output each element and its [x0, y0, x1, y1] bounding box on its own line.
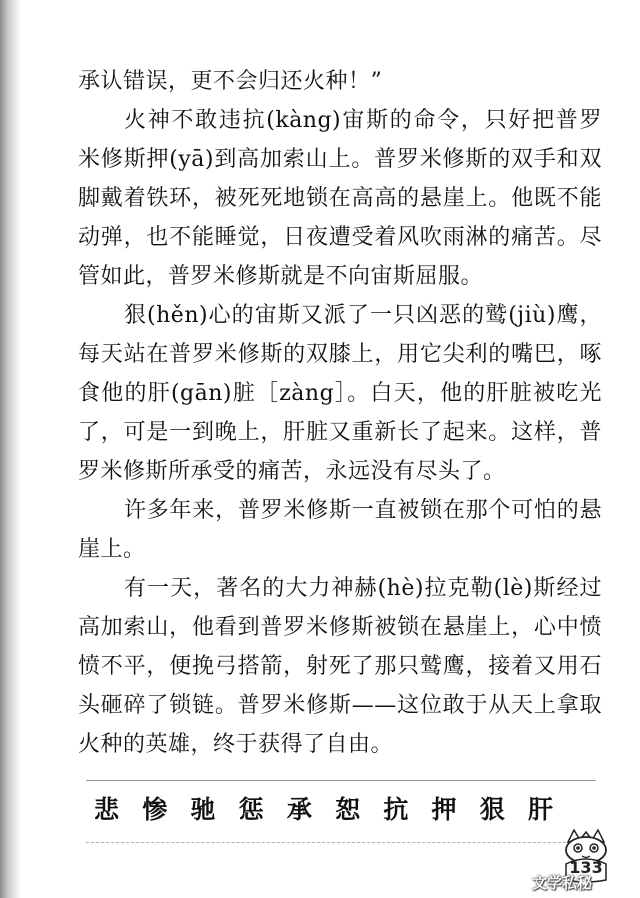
vocab-char: 肝 — [527, 795, 554, 824]
paragraph-1: 承认错误，更不会归还火种！” — [78, 69, 383, 94]
vocab-char: 驰 — [190, 795, 217, 824]
paragraph-2: 火神不敢违抗(kàng)宙斯的命令，只好把普罗米修斯押(yā)到高加索山上。普罗米修斯的双手和双脚戴着铁环，被死死地锁在高高的悬崖上。他既不能动弹，也不能睡觉，日夜遭受着风吹雨淋的痛苦。尽管如此，普罗米修斯就是不向宙斯屈服。 — [78, 108, 602, 289]
vocab-char: 狠 — [479, 795, 506, 824]
paragraph-4: 许多年来，普罗米修斯一直被锁在那个可怕的悬崖上。 — [78, 498, 602, 562]
vocab-divider-top — [86, 780, 596, 781]
vocab-char: 惩 — [238, 795, 265, 824]
page-number: 133 — [569, 858, 603, 877]
paragraph-5: 有一天，著名的大力神赫(hè)拉克勒(lè)斯经过高加索山，他看到普罗米修斯被锁在悬崖上，心中愤愤不平，便挽弓搭箭，射死了那只鹫鹰，接着又用石头砸碎了锁链。普罗米修斯——这位敢于从天上拿取火种的英雄，终于获得了自由。 — [78, 576, 602, 757]
vocab-char: 承 — [286, 795, 313, 824]
book-binding-shadow — [0, 0, 22, 898]
vocab-char: 恕 — [335, 795, 362, 824]
vocabulary-row — [94, 790, 554, 826]
text-body — [78, 62, 602, 764]
vocab-char: 悲 — [94, 795, 121, 824]
vocab-char: 抗 — [383, 795, 410, 824]
vocab-divider-bottom — [86, 842, 596, 843]
mascot-pupil-left-icon — [576, 846, 580, 850]
vocab-char: 惨 — [142, 795, 169, 824]
vocab-char: 押 — [431, 795, 458, 824]
watermark: 文学私秘 — [532, 874, 593, 892]
paragraph-3: 狠(hěn)心的宙斯又派了一只凶恶的鹫(jiù)鹰，每天站在普罗米修斯的双膝上，用它尖利的嘴巴，啄食他的肝(gān)脏［zàng］。白天，他的肝脏被吃光了，可是一到晚上，肝脏又重新长了起来。这样，普罗米修斯所承受的痛苦，永远没有尽头了。 — [78, 303, 602, 484]
mascot-pupil-right-icon — [592, 846, 596, 850]
